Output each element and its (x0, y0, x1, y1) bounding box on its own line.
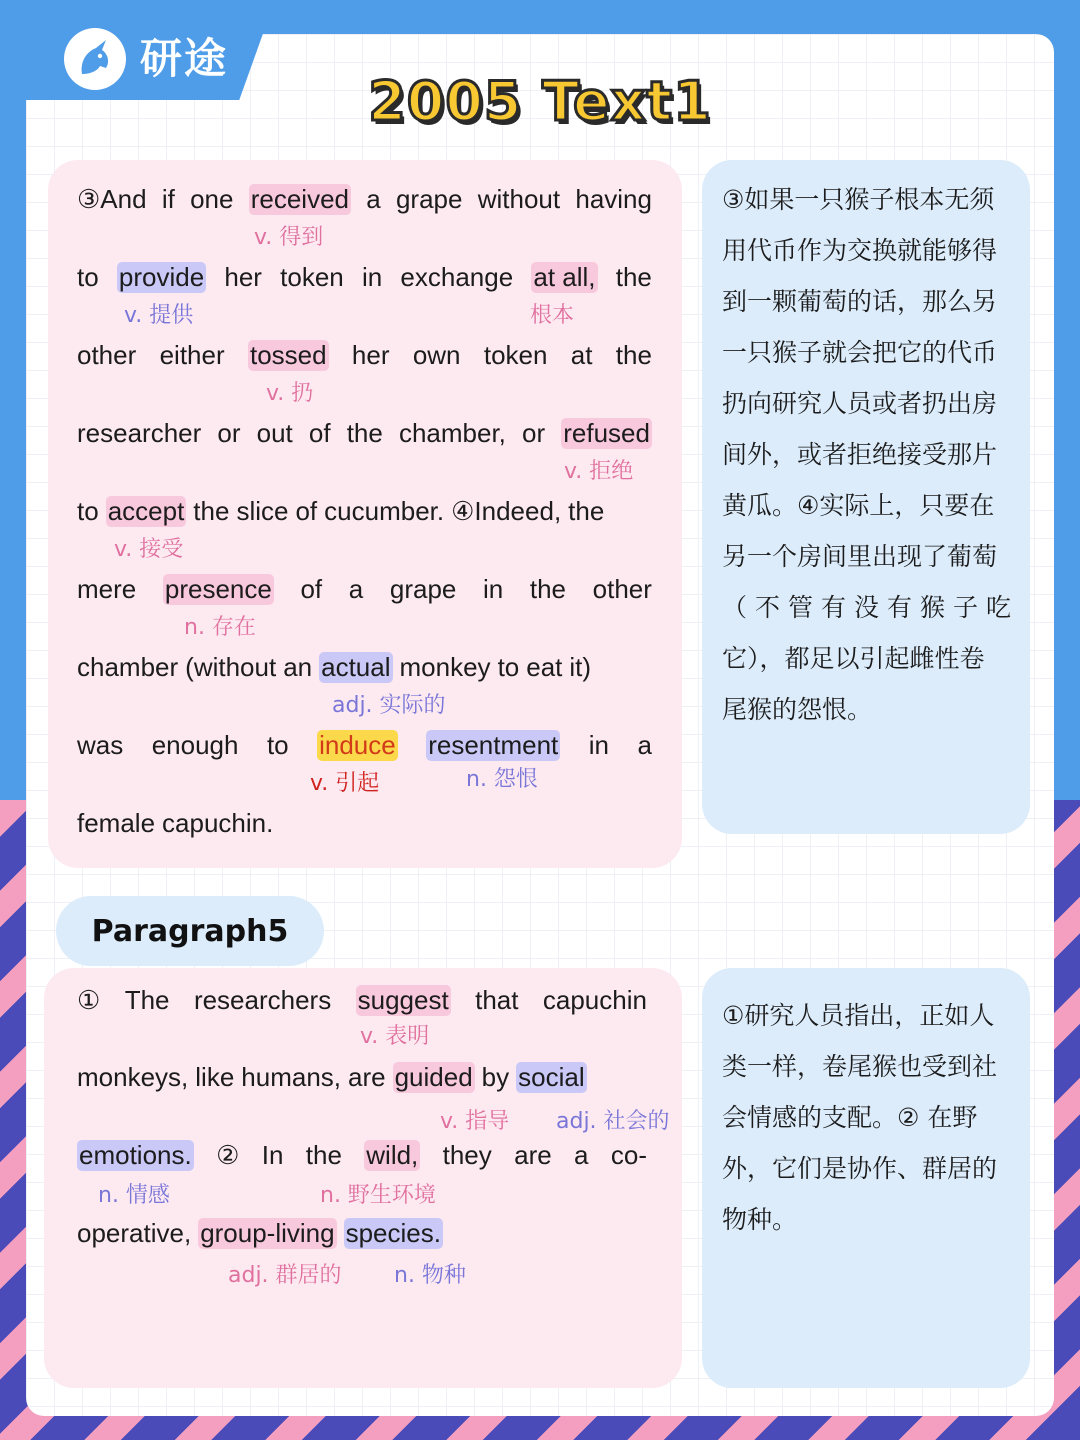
passage-line: to accept the slice of cucumber. ④Indeed, the (77, 496, 605, 526)
gloss-suggest: v. 表明 (360, 1024, 430, 1049)
vocab-group-living: group-living (200, 1218, 335, 1248)
vocab-species: species. (345, 1218, 441, 1248)
translation-line: 用代币作为交换就能够得 (722, 236, 998, 265)
passage-line: female capuchin. (77, 808, 274, 838)
paragraph-label: Paragraph5 (56, 896, 324, 966)
passage-line: to provide her token in exchange at all, the (77, 262, 652, 292)
translation-line: （不管有没有猴子吃 (722, 593, 1020, 622)
translation-line: ①研究人员指出，正如人 (722, 1001, 995, 1030)
gloss-resentment: n. 怨恨 (466, 767, 538, 792)
vocab-wild: wild, (366, 1140, 419, 1170)
vocab-tossed: tossed (249, 340, 327, 370)
vocab-actual: actual (321, 652, 391, 682)
vocab-suggest: suggest (357, 985, 449, 1015)
passage-line: operative, group-living species. (77, 1218, 441, 1248)
translation-line: 会情感的支配。② 在野 (722, 1103, 978, 1132)
gloss-tossed: v. 扔 (266, 381, 314, 406)
translation-line: 它），都足以引起雌性卷 (722, 644, 985, 673)
gloss-guided: v. 指导 (440, 1109, 510, 1134)
gloss-actual: adj. 实际的 (332, 693, 446, 718)
passage-line: mere presence of a grape in the other (77, 574, 652, 604)
vocab-refused: refused (563, 418, 650, 448)
passage-line: other either tossed her own token at the (77, 340, 652, 370)
vocab-presence: presence (164, 574, 272, 604)
gloss-induce: v. 引起 (310, 771, 380, 796)
translation-line: 类一样，卷尾猴也受到社 (722, 1052, 998, 1081)
vocab-resentment: resentment (428, 730, 559, 760)
page-title: 2005 Text1 (368, 70, 712, 133)
gloss-species: n. 物种 (394, 1263, 466, 1288)
passage-line: monkeys, like humans, are guided by social (77, 1062, 585, 1092)
passage-line: emotions. ② In the wild, they are a co- (79, 1140, 647, 1170)
passage-line: chamber (without an actual monkey to eat it) (77, 652, 592, 682)
translation-line: 扔向研究人员或者扔出房 (722, 389, 998, 418)
translation-line: 到一颗葡萄的话，那么另 (722, 287, 998, 316)
passage-line: researcher or out of the chamber, or refused (77, 418, 650, 448)
vocab-emotions: emotions. (79, 1140, 192, 1170)
vocab-provide: provide (118, 262, 205, 292)
translation-line: 间外，或者拒绝接受那片 (722, 440, 998, 469)
passage-line: ① The researchers suggest that capuchin (77, 985, 647, 1015)
vocab-guided: guided (394, 1062, 473, 1092)
gloss-wild: n. 野生环境 (320, 1183, 436, 1208)
translation-line: 另一个房间里出现了葡萄 (722, 542, 998, 571)
translation-line: 物种。 (722, 1205, 798, 1234)
gloss-group-living: adj. 群居的 (228, 1263, 342, 1288)
passage-line: ③And if one received a grape without having (77, 184, 652, 214)
gloss-presence: n. 存在 (184, 615, 256, 640)
vocab-at-all: at all, (533, 262, 596, 292)
translation-line: 一只猴子就会把它的代币 (722, 338, 998, 367)
translation-line: ③如果一只猴子根本无须 (722, 185, 995, 214)
gloss-refused: v. 拒绝 (564, 459, 634, 484)
gloss-provide: v. 提供 (124, 303, 194, 328)
vocab-received: received (250, 184, 349, 214)
translation-line: 黄瓜。④实际上，只要在 (722, 491, 995, 520)
passage-line: was enough to induce resentment in a (77, 730, 652, 760)
gloss-accept: v. 接受 (114, 537, 184, 562)
translation-line: 外，它们是协作、群居的 (722, 1154, 998, 1183)
vocab-induce: induce (319, 730, 396, 760)
vocab-social: social (518, 1062, 585, 1092)
translation-line: 尾猴的怨恨。 (722, 695, 873, 724)
brand-logo-text: 研途 (140, 34, 229, 83)
vocab-accept: accept (107, 496, 185, 526)
gloss-at-all: 根本 (530, 303, 575, 328)
gloss-emotions: n. 情感 (98, 1183, 170, 1208)
gloss-social: adj. 社会的 (556, 1109, 670, 1134)
gloss-received: v. 得到 (254, 225, 324, 250)
